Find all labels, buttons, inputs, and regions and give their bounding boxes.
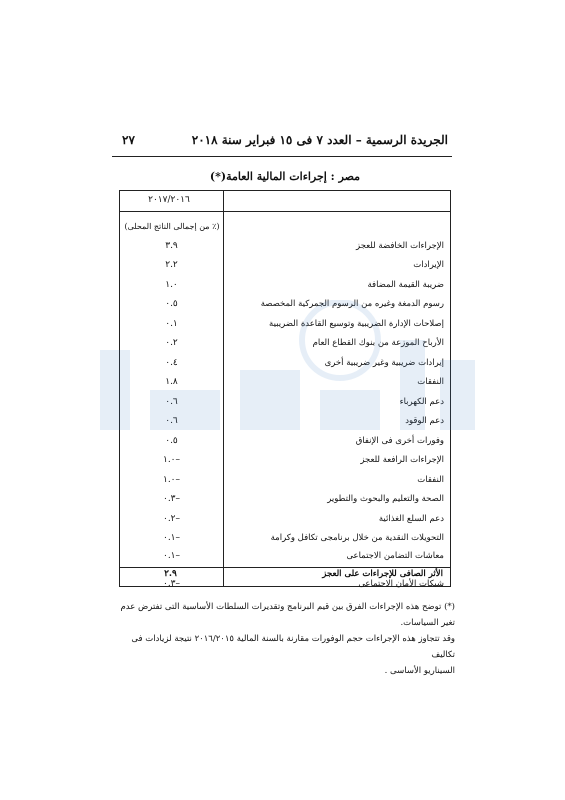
table-row xyxy=(120,514,452,530)
row-value: ٠.٢– xyxy=(162,514,181,524)
table-row xyxy=(120,551,452,565)
row-value: ١.٠– xyxy=(162,455,181,465)
table-row xyxy=(120,475,452,491)
row-value: ٠.٣– xyxy=(162,494,181,504)
row-label: رسوم الدمغة وغيره من الرسوم الجمركية المخصصة xyxy=(260,299,444,309)
row-value: ٠.٥ xyxy=(165,436,178,446)
fiscal-period-header: ٢٠١٧/٢٠١٦ xyxy=(148,195,190,205)
table-row xyxy=(120,260,452,276)
row-label: النفقات xyxy=(417,475,444,485)
table-row xyxy=(120,377,452,393)
table-row xyxy=(120,241,452,257)
table-row xyxy=(120,338,452,354)
table-row xyxy=(120,358,452,374)
footnote-line: السيناريو الأساسى . xyxy=(384,666,455,676)
row-label: شبكات الأمان الاجتماعى xyxy=(358,579,444,589)
row-label: إيرادات ضريبية وغير ضريبية أخرى xyxy=(324,358,444,368)
row-value: ٠.٥ xyxy=(165,299,178,309)
row-value: ٠.٢ xyxy=(165,338,178,348)
table-row xyxy=(120,436,452,452)
total-value: ٢.٩ xyxy=(164,569,177,579)
footnote-line: (*) توضح هذه الإجراءات الفرق بين قيم البرنامج وتقديرات السلطات الأساسية التى تفترض عدم تغير السياسات. xyxy=(120,602,455,628)
row-value: ٠.٦ xyxy=(165,416,178,426)
row-label: التحويلات النقدية من خلال برنامجى تكافل وكرامة xyxy=(270,533,444,543)
row-label: الأرباح الموزعة من بنوك القطاع العام xyxy=(312,338,444,348)
table-title: مصر : إجراءات المالية العامة(*) xyxy=(209,170,361,183)
header-divider xyxy=(112,156,452,157)
table-row xyxy=(120,299,452,315)
row-label: الصحة والتعليم والبحوث والتطوير xyxy=(327,494,444,504)
row-value: ٠.١– xyxy=(162,533,181,543)
row-label: إصلاحات الإدارة الضريبية وتوسيع القاعدة الضريبية xyxy=(269,319,444,329)
table-row xyxy=(120,416,452,432)
table-row xyxy=(120,533,452,549)
row-value: ٠.١– xyxy=(162,551,181,561)
table-row xyxy=(120,455,452,471)
row-value: ٣.٩ xyxy=(165,241,178,251)
row-label: وفورات أخرى فى الإنفاق xyxy=(355,436,444,446)
page-header xyxy=(118,133,448,151)
table-row xyxy=(120,280,452,296)
table-row xyxy=(120,494,452,510)
row-value: ١.٠– xyxy=(162,475,181,485)
total-label: الأثر الصافى للإجراءات على العجز xyxy=(322,569,443,579)
row-value: ١.٠ xyxy=(165,280,178,290)
row-label: دعم الكهرباء xyxy=(399,397,444,407)
row-label: الإجراءات الخافضة للعجز xyxy=(356,241,444,251)
row-value: ٠.١ xyxy=(165,319,178,329)
row-label: الإيرادات xyxy=(413,260,444,270)
table-row xyxy=(120,319,452,335)
row-label: الإجراءات الرافعة للعجز xyxy=(360,455,444,465)
row-value: ٠.٤ xyxy=(165,358,178,368)
row-label: ضريبة القيمة المضافة xyxy=(367,280,444,290)
row-label: دعم السلع الغذائية xyxy=(378,514,444,524)
total-row-divider xyxy=(120,567,450,568)
table-row xyxy=(120,397,452,413)
total-row xyxy=(119,569,451,585)
row-value: ٠.٣– xyxy=(162,579,181,589)
unit-label: (٪ من إجمالى الناتج المحلى) xyxy=(124,222,220,231)
row-value: ١.٨ xyxy=(165,377,178,387)
row-label: معاشات التضامن الاجتماعى xyxy=(346,551,444,561)
footnote-line: وقد تتجاوز هذه الإجراءات حجم الوفورات مقارنة بالسنة المالية ٢٠١٦/٢٠١٥ نتيجة لزيادات فى تكاليف xyxy=(131,634,455,660)
row-label: النفقات xyxy=(417,377,444,387)
row-value: ٠.٦ xyxy=(165,397,178,407)
page-number: ٢٧ xyxy=(122,133,135,147)
header-row-divider xyxy=(120,211,450,212)
fiscal-measures-table xyxy=(119,190,451,587)
footnotes xyxy=(115,599,455,679)
row-value: ٢.٢ xyxy=(165,260,178,270)
gazette-title: الجريدة الرسمية – العدد ٧ فى ١٥ فبراير سنة ٢٠١٨ xyxy=(191,133,448,147)
row-label: دعم الوقود xyxy=(405,416,444,426)
